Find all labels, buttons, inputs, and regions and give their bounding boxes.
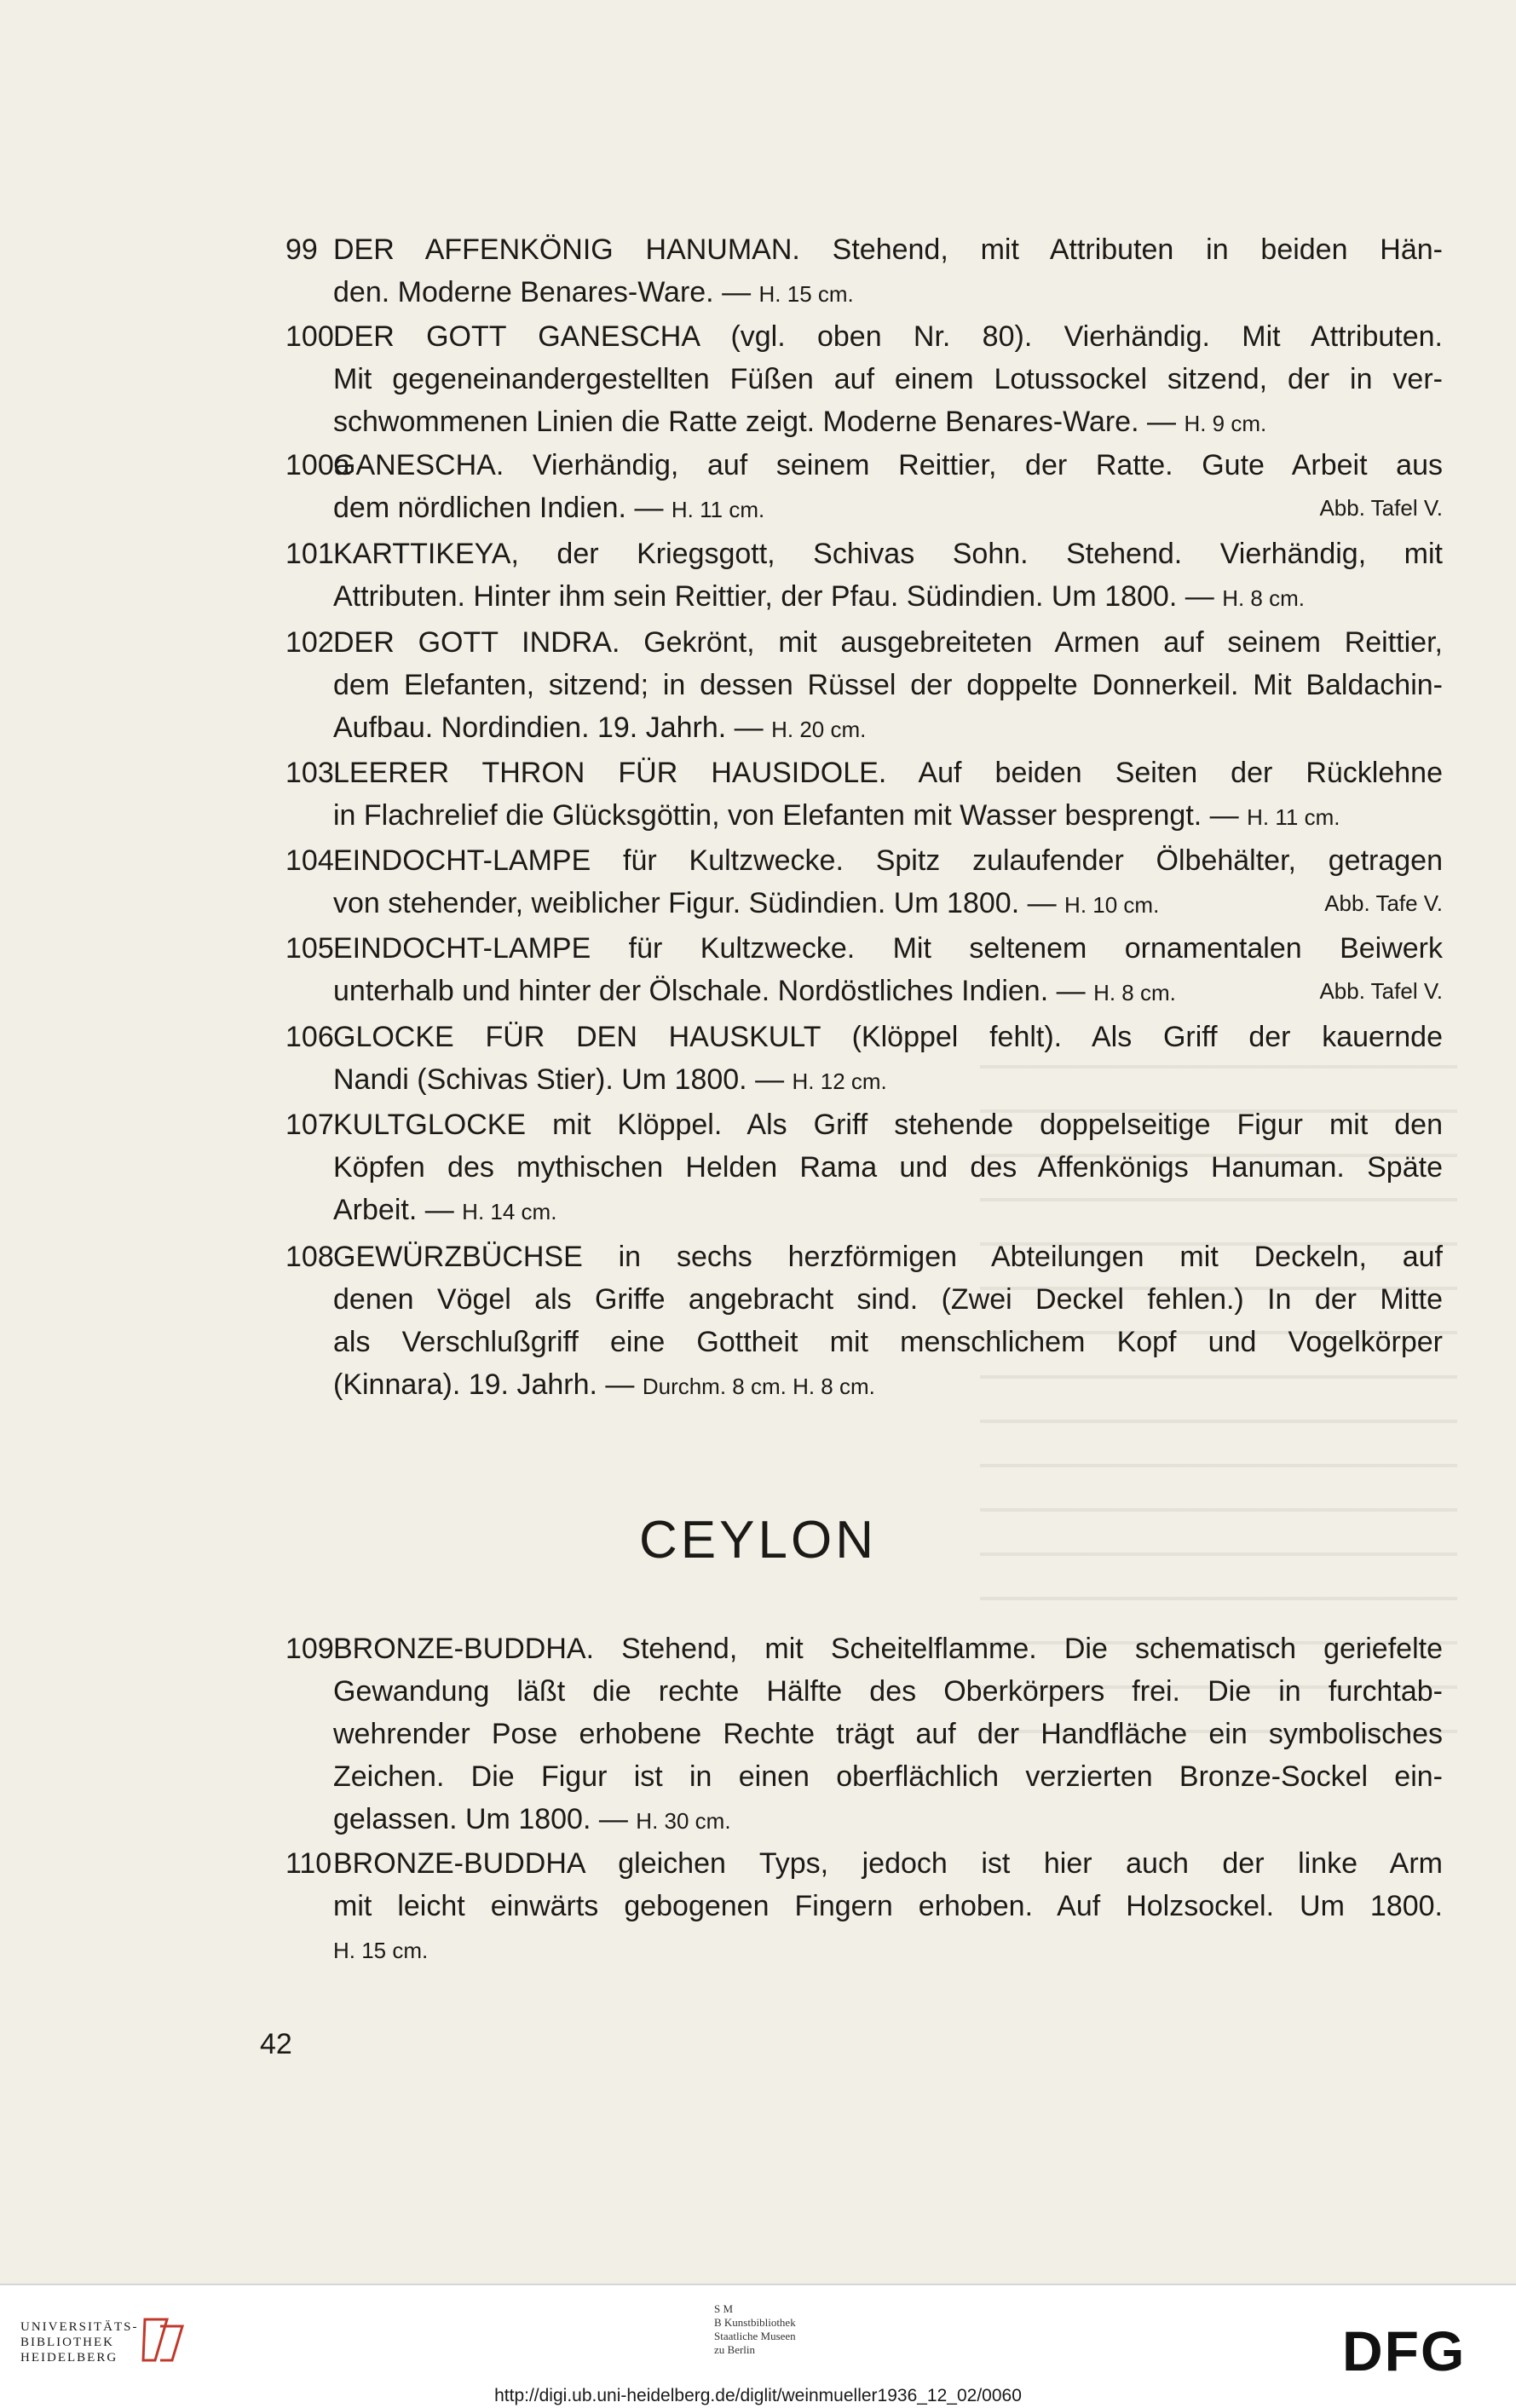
entry-line: Gewandung läßt die rechte Hälfte des Oberkörpers frei. Die in furchtab- (333, 1675, 1443, 1708)
entry-number: 100a (285, 449, 350, 481)
entry-line: DER GOTT GANESCHA (vgl. oben Nr. 80). Vierhändig. Mit Attributen. (333, 320, 1443, 353)
height-measure: H. 15 cm. (333, 1938, 429, 1963)
entry-line: Attributen. Hinter ihm sein Reittier, der Pfau. Südindien. Um 1800. — H. 8 cm. (333, 580, 1305, 613)
university-line: HEIDELBERG (20, 2351, 118, 2365)
entry-line: in Flachrelief die Glücksgöttin, von Elefanten mit Wasser besprengt. — H. 11 cm. (333, 799, 1340, 832)
entry-line: DER AFFENKÖNIG HANUMAN. Stehend, mit Attributen in beiden Hän- (333, 233, 1443, 266)
catalog-entry (285, 1016, 1443, 1103)
entry-line: dem Elefanten, sitzend; in dessen Rüssel der doppelte Donnerkeil. Mit Baldachin- (333, 669, 1443, 701)
plate-reference: Abb. Tafel V. (1319, 978, 1443, 1004)
entry-line: GEWÜRZBÜCHSE in sechs herzförmigen Abteilungen mit Deckeln, auf (333, 1241, 1443, 1273)
entry-line: DER GOTT INDRA. Gekrönt, mit ausgebreiteten Armen auf seinem Reittier, (333, 626, 1443, 659)
entry-line: gelassen. Um 1800. — H. 30 cm. (333, 1803, 731, 1835)
height-measure: H. 10 cm. (1064, 892, 1160, 918)
entry-number: 104 (285, 844, 334, 877)
digitization-footer (0, 2284, 1516, 2408)
height-measure: H. 14 cm. (462, 1199, 557, 1224)
university-library-name (20, 2319, 139, 2365)
height-measure: Durchm. 8 cm. H. 8 cm. (642, 1374, 875, 1399)
entry-line: von stehender, weiblicher Figur. Südindien. Um 1800. — H. 10 cm. Abb. Tafe V. (333, 882, 1443, 926)
entry-line: Arbeit. — H. 14 cm. (333, 1194, 557, 1226)
entry-line: KULTGLOCKE mit Klöppel. Als Griff stehende doppelseitige Figur mit den (333, 1109, 1443, 1141)
entry-number: 100 (285, 320, 334, 353)
library-stamp (714, 2302, 796, 2357)
entry-line: BRONZE-BUDDHA. Stehend, mit Scheitelflamme. Die schematisch geriefelte (333, 1633, 1443, 1665)
entry-number: 107 (285, 1109, 334, 1141)
height-measure: H. 8 cm. (1222, 585, 1305, 611)
entry-line: als Verschlußgriff eine Gottheit mit menschlichem Kopf und Vogelkörper (333, 1326, 1443, 1358)
source-url-link[interactable]: http://digi.ub.uni-heidelberg.de/diglit/weinmueller1936_12_02/0060 (494, 2386, 1022, 2405)
section-heading: CEYLON (639, 1511, 877, 1570)
entry-line: KARTTIKEYA, der Kriegsgott, Schivas Sohn. Stehend. Vierhändig, mit (333, 538, 1443, 570)
entry-line: mit leicht einwärts gebogenen Fingern erhoben. Auf Holzsockel. Um 1800. (333, 1890, 1443, 1922)
entry-line: EINDOCHT-LAMPE für Kultzwecke. Mit seltenem ornamentalen Beiwerk (333, 932, 1443, 965)
entry-line: denen Vögel als Griffe angebracht sind. (Zwei Deckel fehlen.) In der Mitte (333, 1283, 1443, 1316)
entry-number: 99 (285, 233, 318, 266)
stamp-line: S M (714, 2302, 734, 2315)
stamp-line: B Kunstbibliothek (714, 2316, 796, 2329)
entry-line: GANESCHA. Vierhändig, auf seinem Reittier, der Ratte. Gute Arbeit aus (333, 449, 1443, 481)
catalog-entry (285, 1236, 1443, 1408)
catalog-entry (285, 927, 1443, 1014)
height-measure: H. 15 cm. (758, 281, 854, 307)
entry-line: unterhalb und hinter der Ölschale. Nordöstliches Indien. — H. 8 cm. Abb. Tafel V. (333, 970, 1443, 1014)
entry-number: 109 (285, 1633, 334, 1665)
entry-number: 106 (285, 1021, 334, 1053)
height-measure: H. 20 cm. (771, 717, 867, 742)
plate-reference: Abb. Tafel V. (1319, 495, 1443, 521)
entry-number: 103 (285, 757, 334, 789)
catalog-entry (285, 839, 1443, 926)
entry-number: 105 (285, 932, 334, 965)
catalog-entry (285, 533, 1443, 619)
entry-line: Nandi (Schivas Stier). Um 1800. — H. 12 cm. (333, 1063, 887, 1096)
entry-number: 102 (285, 626, 334, 659)
catalog-entry (285, 752, 1443, 838)
catalog-entry (285, 315, 1443, 445)
height-measure: H. 9 cm. (1184, 411, 1267, 436)
catalog-entry (285, 621, 1443, 751)
height-measure: H. 30 cm. (636, 1808, 731, 1834)
dfg-logo[interactable]: DFG (1342, 2319, 1467, 2382)
entry-line: dem nördlichen Indien. — H. 11 cm. Abb. Tafel V. (333, 487, 1443, 531)
entry-line: LEERER THRON FÜR HAUSIDOLE. Auf beiden Seiten der Rücklehne (333, 757, 1443, 789)
page-number: 42 (260, 2028, 292, 2060)
entry-line: wehrender Pose erhobene Rechte trägt auf der Handfläche ein symbolisches (333, 1718, 1443, 1750)
entry-number: 110 (285, 1847, 332, 1880)
height-measure: H. 12 cm. (792, 1069, 887, 1094)
entry-line: EINDOCHT-LAMPE für Kultzwecke. Spitz zulaufender Ölbehälter, getragen (333, 844, 1443, 877)
entry-number: 108 (285, 1241, 334, 1273)
stamp-line: zu Berlin (714, 2343, 756, 2356)
entry-number: 101 (285, 538, 334, 570)
catalog-entry (285, 444, 1443, 531)
plate-reference: Abb. Tafe V. (1324, 890, 1443, 916)
stamp-line: Staatliche Museen (714, 2330, 796, 2342)
heidelberg-library-logo-icon[interactable] (138, 2314, 189, 2365)
entry-line: (Kinnara). 19. Jahrh. — Durchm. 8 cm. H. 8 cm. (333, 1368, 875, 1401)
entry-line (333, 1927, 1443, 1972)
catalog-entry (285, 1627, 1443, 1842)
catalog-entry (285, 228, 1443, 315)
height-measure: H. 8 cm. (1093, 980, 1176, 1005)
entry-line: Köpfen des mythischen Helden Rama und des Affenkönigs Hanuman. Späte (333, 1151, 1443, 1184)
entry-line: Aufbau. Nordindien. 19. Jahrh. — H. 20 cm. (333, 711, 867, 744)
height-measure: H. 11 cm. (1247, 804, 1340, 830)
entry-line: den. Moderne Benares-Ware. — H. 15 cm. (333, 276, 854, 308)
entry-line: GLOCKE FÜR DEN HAUSKULT (Klöppel fehlt). Als Griff der kauernde (333, 1021, 1443, 1053)
entry-line: Zeichen. Die Figur ist in einen oberflächlich verzierten Bronze-Sockel ein- (333, 1760, 1443, 1793)
height-measure: H. 11 cm. (671, 497, 765, 522)
entry-line: schwommenen Linien die Ratte zeigt. Moderne Benares-Ware. — H. 9 cm. (333, 406, 1267, 438)
catalog-entry (285, 1103, 1443, 1233)
university-line: UNIVERSITÄTS- (20, 2320, 139, 2334)
catalog-entry (285, 1842, 1443, 1972)
university-line: BIBLIOTHEK (20, 2336, 114, 2349)
entry-line: Mit gegeneinandergestellten Füßen auf einem Lotussockel sitzend, der in ver- (333, 363, 1443, 395)
entry-line: BRONZE-BUDDHA gleichen Typs, jedoch ist hier auch der linke Arm (333, 1847, 1443, 1880)
